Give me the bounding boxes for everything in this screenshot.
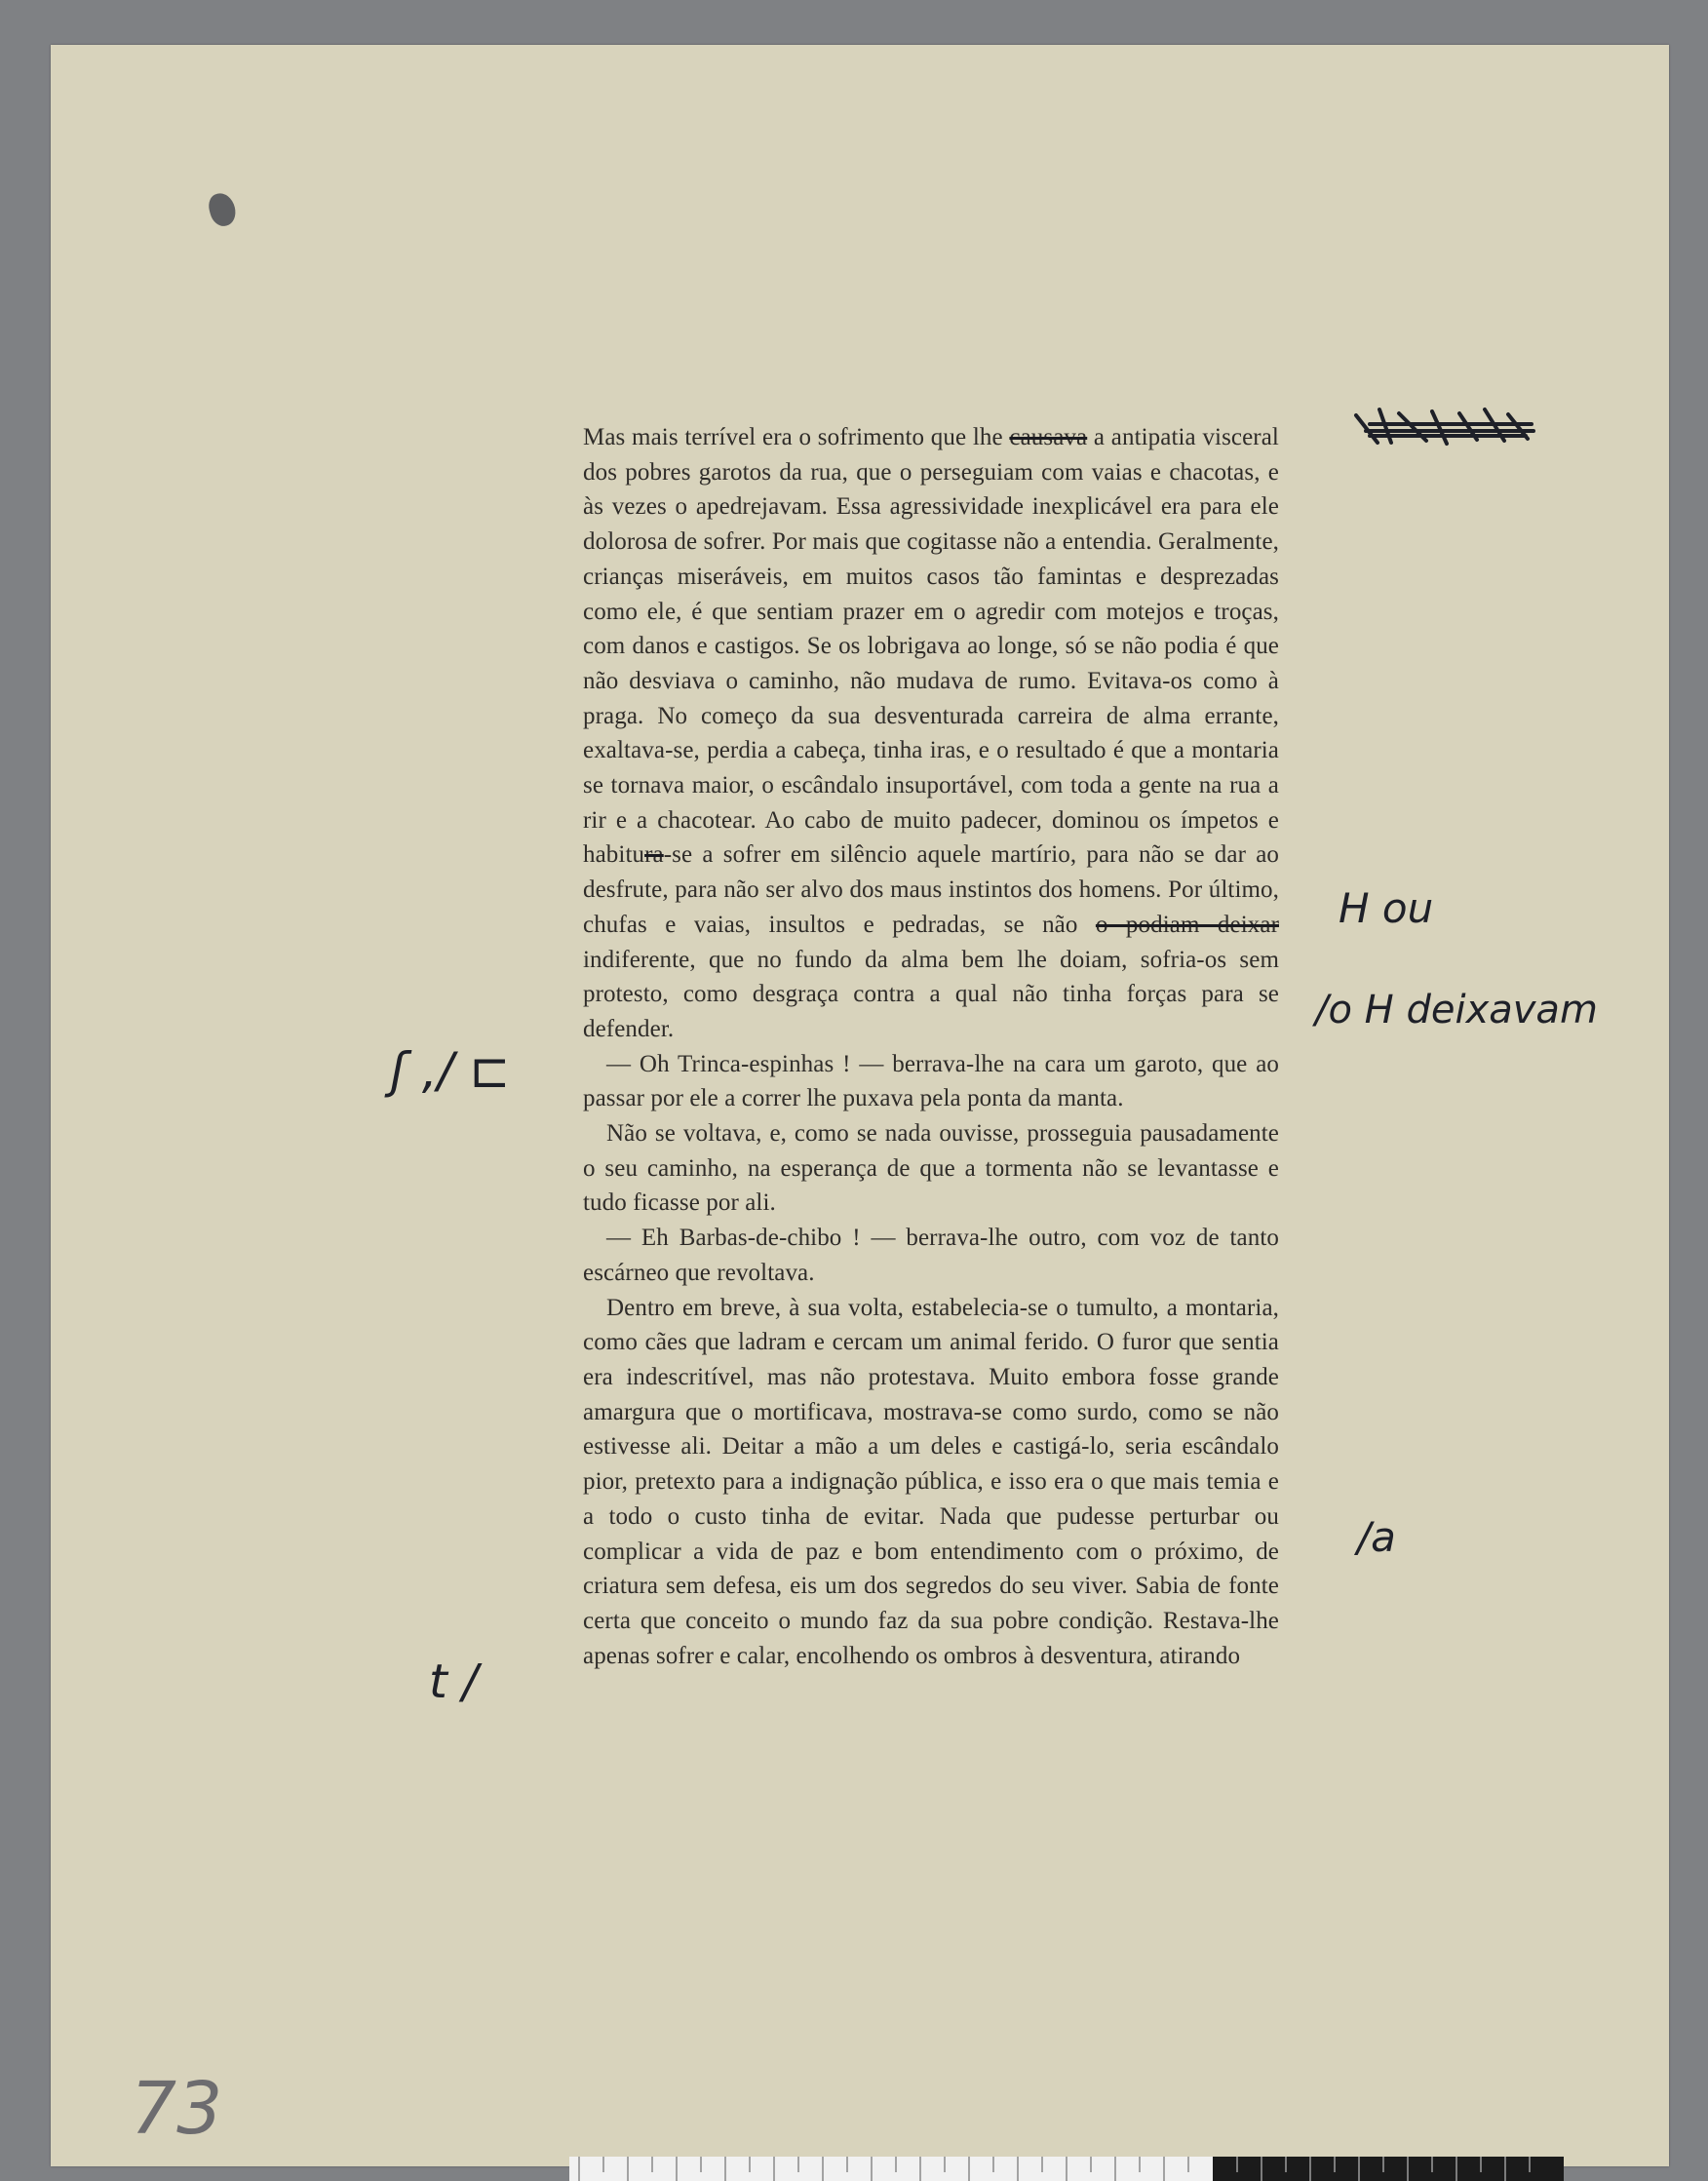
paragraph-2: — Oh Trinca-espinhas ! — berrava-lhe na cara um garoto, que ao passar por ele a correr lhe puxava pela ponta da manta. xyxy=(583,1050,1279,1112)
margin-note-right-3: /a xyxy=(1357,1513,1396,1561)
paragraph-5: Dentro em breve, à sua volta, estabelecia-se o tumulto, a montaria, como cães que ladram e cercam um animal ferido. O furor que sentia era indescritível, mas não protestava. Muito embora fosse grande amargura que o mortificava, mostrava-se como surdo, como se não estivesse ali. Deitar a mão a um deles e castigá-lo, seria escândalo pior, pretexto para a indignação pública, e isso era o que mais temia e a todo o custo tinha de evitar. Nada que pudesse perturbar ou complicar a vida de paz e bom entendimento com o próximo, de criatura sem defesa, eis um dos segredos do seu viver. Sabia de fonte certa que conceito o mundo faz da sua pobre condição. Restava-lhe apenas sofrer e calar, encolhendo os ombros à desventura, atirando xyxy=(583,1294,1279,1669)
scale-ruler-icon xyxy=(569,2157,1564,2181)
margin-note-right-2: /o H deixavam xyxy=(1315,988,1598,1032)
paragraph-1-after: a antipatia visceral dos pobres garotos da rua, que o perseguiam com vaias e chacotas, e às vezes o apedrejavam. Essa agressividade inexplicável era para ele dolorosa de sofrer. Por mais que cogitasse não a entendia. Geralmente, crianças miseráveis, em muitos casos tão famintas e desprezadas como ele, é que sentiam prazer em o agredir com motejos e troças, com danos e castigos. Se os lobrigava ao longe, só se não podia é que não desviava o caminho, não mudava de rumo. Evitava-os como à praga. No começo da sua desventurada carreira de alma errante, exaltava-se, perdia a cabeça, tinha iras, e o resultado é que a montaria se tornava maior, o escândalo insuportável, com toda a gente na rua a rir e a chacotear. Ao cabo de muito padecer, dominou os ímpetos e habitu xyxy=(583,424,1279,869)
struck-suffix: ra xyxy=(644,841,664,869)
punch-hole xyxy=(206,190,238,228)
manuscript-page xyxy=(51,45,1669,2166)
margin-note-left-1: ʃ ,/ ⊏ xyxy=(390,1042,511,1099)
paragraph-1 xyxy=(583,420,1279,1047)
margin-note-left-2: t / xyxy=(429,1655,479,1709)
paragraph-4: — Eh Barbas-de-chibo ! — berrava-lhe outro, com voz de tanto escárneo que revoltava. xyxy=(583,1225,1279,1286)
margin-note-right-1: H ou xyxy=(1339,884,1434,932)
struck-phrase: o podiam deixar xyxy=(1095,911,1279,938)
paragraph-1-before: Mas mais terrível era o sofrimento que lhe xyxy=(583,424,1010,450)
body-text xyxy=(583,420,1279,1673)
crossed-out-annotation-icon xyxy=(1352,404,1543,447)
paragraph-3: Não se voltava, e, como se nada ouvisse, prosseguia pausadamente o seu caminho, na esperança de que a tormenta não se levantasse e tudo ficasse por ali. xyxy=(583,1120,1279,1217)
folio-number: 73 xyxy=(131,2067,223,2151)
paragraph-1-after-3: indiferente, que no fundo da alma bem lhe doiam, sofria-os sem protesto, como desgraça contra a qual não tinha forças para se defender. xyxy=(583,946,1279,1042)
struck-word: causava xyxy=(1009,424,1088,450)
paragraph-1-after-2: -se a sofrer em silêncio aquele martírio, para não se dar ao desfrute, para não ser alvo dos maus instintos dos homens. Por último, chufas e vaias, insultos e pedradas, se não xyxy=(583,841,1279,938)
